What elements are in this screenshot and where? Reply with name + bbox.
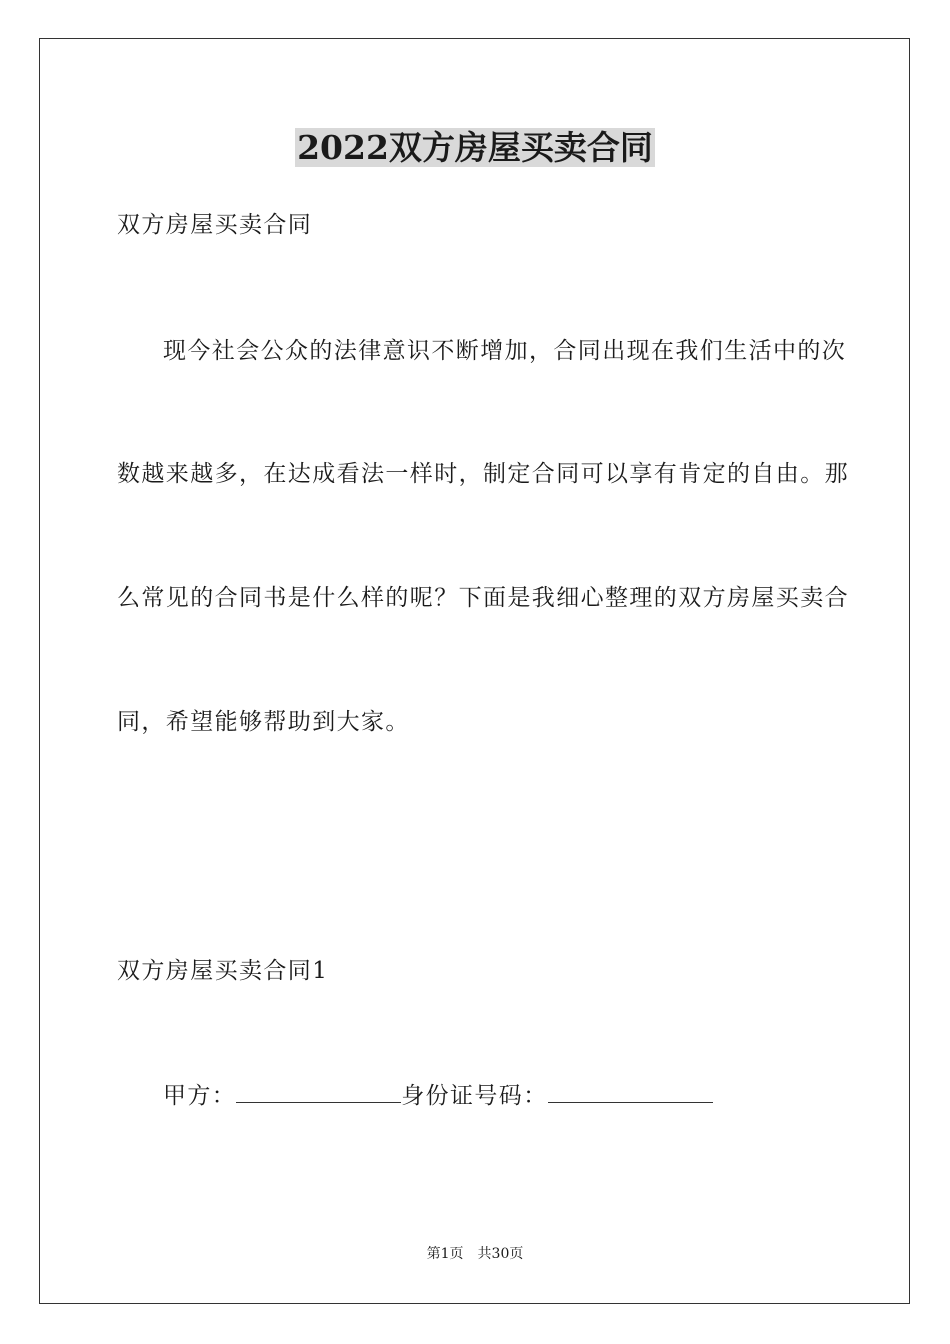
document-title — [0, 128, 950, 168]
party-a-blank — [236, 1082, 401, 1103]
party-a-label: 甲方： — [163, 1083, 237, 1109]
page-footer — [0, 1245, 950, 1263]
intro-line-2: 数越来越多，在达成看法一样时，制定合同可以享有肯定的自由。那 — [117, 461, 849, 487]
page-current: 第1页 — [426, 1246, 464, 1262]
page-total: 共30页 — [477, 1246, 524, 1262]
party-a-row — [163, 1081, 713, 1111]
document-subtitle: 双方房屋买卖合同 — [117, 212, 313, 238]
id-number-label: 身份证号码： — [401, 1083, 548, 1109]
intro-line-3: 么常见的合同书是什么样的呢？下面是我细心整理的双方房屋买卖合 — [117, 585, 849, 611]
intro-line-4: 同，希望能够帮助到大家。 — [117, 709, 410, 735]
intro-line-1: 现今社会公众的法律意识不断增加，合同出现在我们生活中的次 — [163, 338, 847, 364]
id-number-blank — [548, 1082, 713, 1103]
section-heading: 双方房屋买卖合同1 — [117, 958, 329, 984]
document-title-text: 2022双方房屋买卖合同 — [297, 128, 653, 167]
